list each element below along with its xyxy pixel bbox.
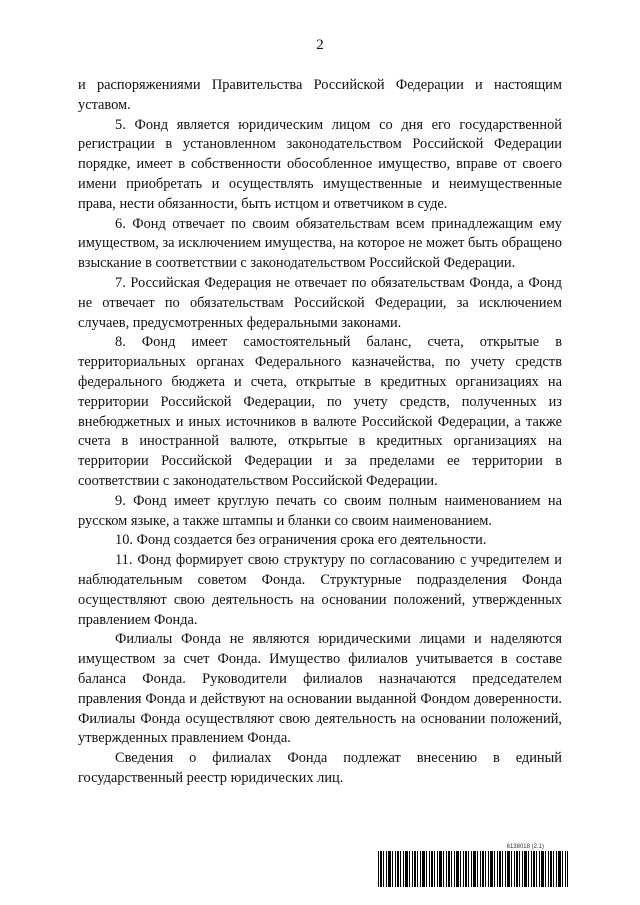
barcode-code: 6138018 (2.1) — [506, 844, 544, 850]
paragraph-10: 10. Фонд создается без ограничения срока его деятельности. — [115, 532, 487, 549]
paragraph-continuation: и распоряжениями Правительства Российской Федерации и настоящим уставом. — [78, 77, 562, 113]
paragraph-registry: Сведения о филиалах Фонда подлежат внесению в единый государственный реестр юридических лиц. — [78, 750, 562, 786]
paragraph-8: 8. Фонд имеет самостоятельный баланс, счета, открытые в территориальных органах Федерального казначейства, по учету средств федерального бюджета и счета, открытые в кредитных организациях на территории Российской Федерации, по учету средств, полученных из внебюджетных и иных источников в валюте Российской Федерации, а также счета в иностранной валюте, открытые в кредитных организациях на территории Российской Федерации и за пределами ее территории в соответствии с законодательством Российской Федерации. — [78, 334, 562, 489]
paragraph-6: 6. Фонд отвечает по своим обязательствам всем принадлежащим ему имуществом, за исключением имущества, на которое не может быть обращено взыскание в соответствии с законодательством Российской Федерации. — [78, 215, 562, 272]
page-number: 2 — [316, 37, 324, 53]
barcode-icon — [378, 851, 568, 887]
document-body — [78, 76, 562, 789]
paragraph-branches: Филиалы Фонда не являются юридическими лицами и наделяются имуществом за счет Фонда. Имущество филиалов учитывается в составе баланса Фонда. Руководители филиалов назначаются председателем правления Фонда и действуют на основании выданной Фондом доверенности. Филиалы Фонда осуществляют свою деятельность на основании положений, утвержденных правлением Фонда. — [78, 631, 562, 747]
paragraph-7: 7. Российская Федерация не отвечает по обязательствам Фонда, а Фонд не отвечает по обязательствам Российской Федерации, за исключением случаев, предусмотренных федеральными законами. — [78, 274, 562, 331]
barcode-block — [378, 843, 568, 887]
paragraph-5: 5. Фонд является юридическим лицом со дня его государственной регистрации в установленном законодательством Российской Федерации порядке, имеет в собственности обособленное имущество, вправе от своего имени приобретать и осуществлять имущественные и неимущественные права, нести обязанности, быть истцом и ответчиком в суде. — [78, 116, 562, 212]
paragraph-11: 11. Фонд формирует свою структуру по согласованию с учредителем и наблюдательным советом Фонда. Структурные подразделения Фонда осуществляют свою деятельность на основании положений, утвержденных правлением Фонда. — [78, 552, 562, 628]
paragraph-9: 9. Фонд имеет круглую печать со своим полным наименованием на русском языке, а также штампы и бланки со своим наименованием. — [78, 492, 562, 529]
